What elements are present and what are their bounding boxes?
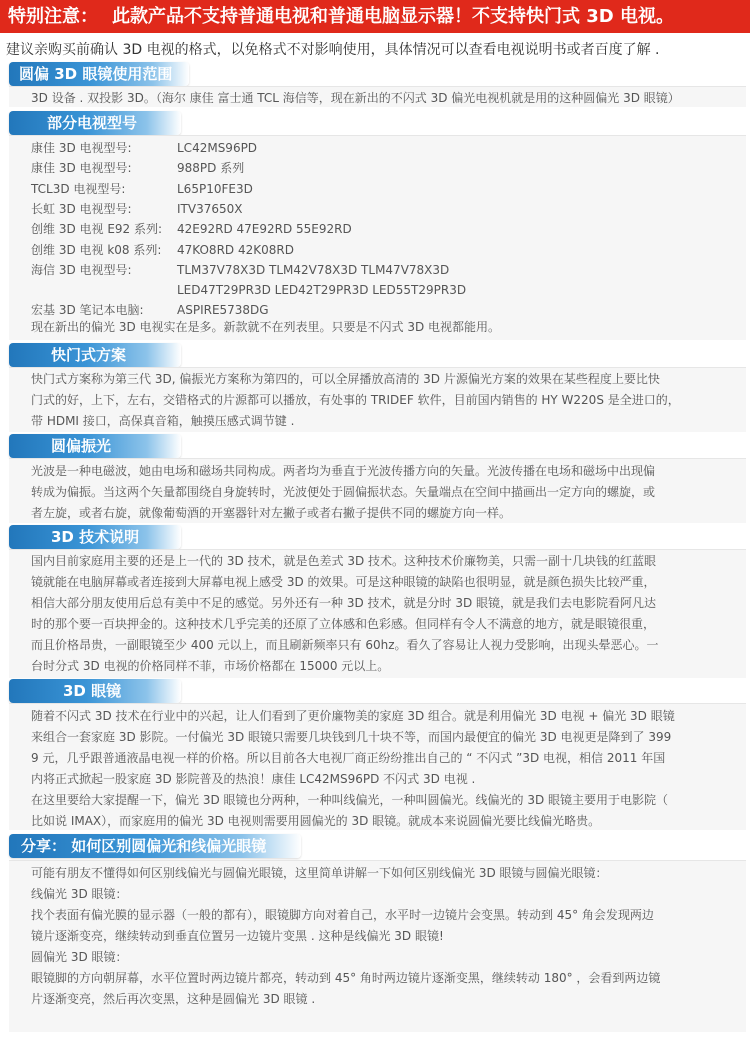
model-value: 42E92RD 47E92RD 55E92RD — [177, 222, 352, 237]
scope-text: 3D 设备 . 双投影 3D。（海尔 康佳 富士通 TCL 海信等，现在新出的不闪式 3D 偏光电视机就是用的这种圆偏光 3D 眼镜） — [31, 91, 680, 105]
model-value: TLM37V78X3D TLM42V78X3D TLM47V78X3D — [177, 262, 450, 277]
model-row — [31, 280, 721, 300]
model-value: 47KO8RD 42K08RD — [177, 242, 294, 257]
tech-line: 而且价格昂贵，一副眼镜至少 400 元以上，而且刷新频率只有 60hz。看久了容易让人视力受影响，出现头晕恶心。一 — [31, 638, 659, 652]
model-label: 创维 3D 电视 k08 系列: — [31, 242, 162, 257]
share-line: 片逐渐变亮，然后再次变黑，这种是圆偏光 3D 眼镜 . — [31, 992, 316, 1006]
share-line: 线偏光 3D 眼镜： — [31, 887, 128, 901]
circular-line: 光波是一种电磁波，她由电场和磁场共同构成。两者均为垂直于光波传播方向的矢量。光波传播在电场和磁场中出现偏 — [31, 464, 656, 478]
model-label: 长虹 3D 电视型号: — [31, 201, 132, 216]
glasses-line: 在这里要给大家提醒一下，偏光 3D 眼镜也分两种，一种叫线偏光，一种叫圆偏光。线偏光的 3D 眼镜主要用于电影院（ — [31, 793, 669, 807]
section-title-scope: 圆偏 3D 眼镜使用范围 — [9, 62, 189, 86]
glasses-line: 比如说 IMAX），而家庭用的偏光 3D 电视则需要用圆偏光的 3D 眼镜。就成本来说圆偏光要比线偏光略贵。 — [31, 814, 601, 828]
section-title-glasses: 3D 眼镜 — [9, 679, 181, 703]
warning-banner — [0, 0, 750, 33]
shutter-line: 带 HDMI 接口，高保真音箱，触摸压感式调节键 . — [31, 414, 295, 428]
share-line: 镜片逐渐变亮，继续转动到垂直位置另一边镜片变黑 . 这种是线偏光 3D 眼镜! — [31, 929, 444, 943]
glasses-line: 9 元，几乎跟普通液晶电视一样的价格。所以目前各大电视厂商正纷纷推出自己的 “ 不闪式 ”3D 电视，相信 2011 年国 — [31, 751, 666, 765]
section-title-share: 分享： 如何区别圆偏光和线偏光眼镜 — [9, 834, 301, 858]
shutter-paragraph — [31, 369, 721, 432]
tech-line: 镜就能在电脑屏幕或者连接到大屏幕电视上感受 3D 的效果。可是这种眼镜的缺陷也很明显，就是颜色损失比较严重， — [31, 575, 656, 589]
model-value: LED47T29PR3D LED42T29PR3D LED55T29PR3D — [177, 283, 467, 298]
model-label: 宏基 3D 笔记本电脑: — [31, 303, 144, 318]
circular-line: 转成为偏振。当这两个矢量都围绕自身旋转时，光波便处于圆偏振状态。矢量端点在空间中描画出一定方向的螺旋，或 — [31, 485, 656, 499]
page-footer-space — [0, 1032, 750, 1042]
model-row — [31, 219, 721, 239]
model-label: 康佳 3D 电视型号: — [31, 141, 132, 155]
model-label: 海信 3D 电视型号: — [31, 262, 132, 277]
model-value: L65P10FE3D — [177, 181, 253, 196]
shutter-line: 快门式方案称为第三代 3D, 偏振光方案称为第四的，可以全屏播放高清的 3D 片源偏光方案的效果在某些程度上要比快 — [31, 372, 660, 386]
share-line: 可能有朋友不懂得如何区别线偏光与圆偏光眼镜，这里简单讲解一下如何区别线偏光 3D 眼镜与圆偏光眼镜： — [31, 866, 608, 880]
share-paragraph — [31, 863, 721, 1010]
section-title-models: 部分电视型号 — [9, 111, 181, 135]
share-line: 圆偏光 3D 眼镜： — [31, 950, 128, 964]
circular-paragraph — [31, 461, 721, 524]
model-value: ITV37650X — [177, 201, 243, 216]
shutter-line: 门式的好，上下，左右，交错格式的片源都可以播放，有处事的 TRIDEF 软件，目前国内销售的 HY W220S 是全进口的， — [31, 393, 680, 407]
model-row — [31, 158, 721, 178]
glasses-paragraph — [31, 706, 721, 832]
model-label: TCL3D 电视型号: — [31, 181, 126, 196]
model-row — [31, 138, 721, 158]
section-title-circular: 圆偏振光 — [9, 434, 181, 458]
section-title-shutter: 快门式方案 — [9, 343, 181, 367]
model-row — [31, 199, 721, 219]
share-line: 找个表面有偏光膜的显示器（一般的都有），眼镜脚方向对着自己，水平时一边镜片会变黑。转动到 45° 角会发现两边 — [31, 908, 654, 922]
model-row — [31, 240, 721, 260]
share-line: 眼镜脚的方向朝屏幕，水平位置时两边镜片都亮，转动到 45° 角时两边镜片逐渐变黑，继续转动 180° ，会看到两边镜 — [31, 971, 661, 985]
tech-line: 台时分式 3D 电视的价格同样不菲，市场价格都在 15000 元以上。 — [31, 659, 390, 673]
tech-paragraph — [31, 551, 721, 677]
section-title-tech: 3D 技术说明 — [9, 525, 181, 549]
warning-label: 特别注意： — [8, 6, 98, 27]
circular-line: 者左旋，或者右旋，就像葡萄酒的开塞器针对左撇子或者右撇子提供不同的螺旋方向一样。 — [31, 506, 512, 520]
tech-line: 时的那个要一百块押金的。这种技术几乎完美的还原了立体感和色彩感。但同样有令人不满意的地方，就是眼镜很重， — [31, 617, 656, 631]
model-label: 康佳 3D 电视型号: — [31, 161, 132, 176]
model-value: ASPIRE5738DG — [177, 303, 269, 318]
glasses-line: 内将正式掀起一股家庭 3D 影院普及的热浪！康佳 LC42MS96PD 不闪式 3D 电视 . — [31, 772, 476, 786]
model-row — [31, 260, 721, 280]
tech-line: 相信大部分朋友使用后总有美中不足的感觉。另外还有一种 3D 技术，就是分时 3D 眼镜，就是我们去电影院看阿凡达 — [31, 596, 657, 610]
model-value: LC42MS96PD — [177, 141, 258, 155]
glasses-line: 来组合一套家庭 3D 影院。一付偏光 3D 眼镜只需要几块钱到几十块不等，而国内最便宜的偏光 3D 电视更是降到了 399 — [31, 730, 672, 744]
models-note: 现在新出的偏光 3D 电视实在是多。新款就不在列表里。只要是不闪式 3D 电视都能用。 — [31, 320, 501, 334]
glasses-line: 随着不闪式 3D 技术在行业中的兴起，让人们看到了更价廉物美的家庭 3D 组合。就是利用偏光 3D 电视 + 偏光 3D 眼镜 — [31, 709, 675, 723]
model-row — [31, 179, 721, 199]
tech-line: 国内目前家庭用主要的还是上一代的 3D 技术，就是色差式 3D 技术。这种技术价廉物美，只需一副十几块钱的红蓝眼 — [31, 554, 657, 568]
intro-text: 建议亲购买前确认 3D 电视的格式，以免格式不对影响使用，具体情况可以查看电视说明书或者百度了解 . — [6, 42, 660, 58]
warning-text: 此款产品不支持普通电视和普通电脑显示器！不支持快门式 3D 电视。 — [112, 6, 674, 27]
model-label: 创维 3D 电视 E92 系列: — [31, 222, 163, 237]
model-value: 988PD 系列 — [177, 161, 245, 176]
